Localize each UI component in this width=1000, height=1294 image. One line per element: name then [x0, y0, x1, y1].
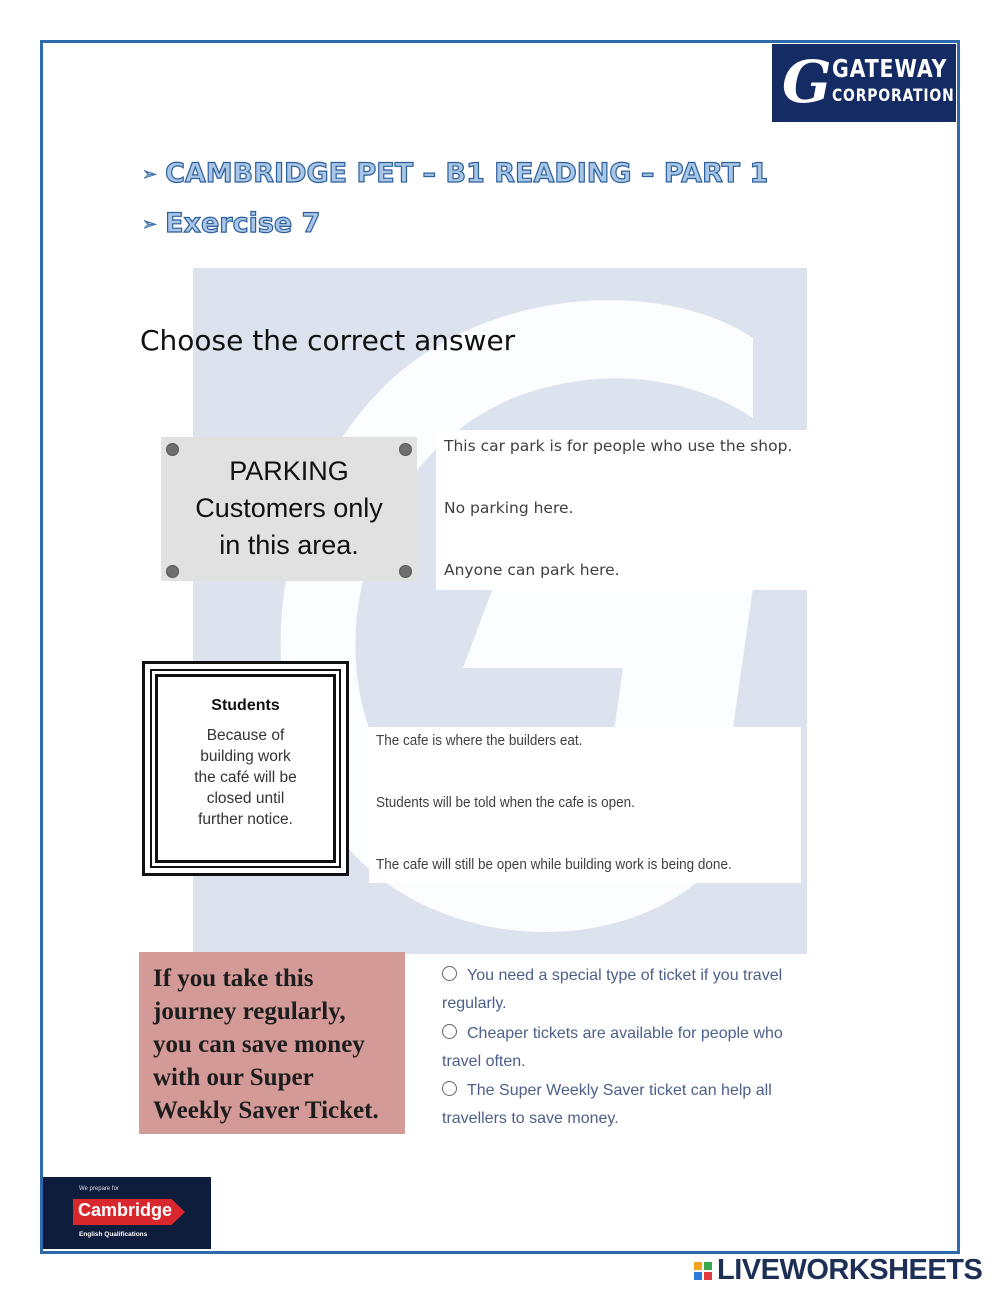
liveworksheets-wordmark: LIVEWORKSHEETS — [717, 1254, 983, 1286]
sign-line: you can save money — [153, 1031, 365, 1058]
heading-exercise-text: Exercise 7 — [165, 208, 321, 239]
q2-option-3[interactable]: The cafe will still be open while building work is being done. — [376, 856, 732, 873]
students-notice-sign — [142, 661, 349, 876]
sign-line: further notice. — [198, 811, 293, 828]
gateway-logo-line2: CORPORATION — [832, 86, 955, 106]
students-sign-body — [158, 725, 333, 830]
students-sign-heading: Students — [211, 697, 280, 714]
sign-line: closed until — [206, 790, 285, 807]
sign-line: PARKING — [229, 456, 349, 486]
instruction-text: Choose the correct answer — [140, 324, 516, 357]
q1-option-1[interactable]: This car park is for people who use the shop. — [444, 437, 793, 455]
sign-line: Weekly Saver Ticket. — [153, 1097, 379, 1124]
arrow-icon: ➢ — [142, 214, 158, 235]
sign-line: journey regularly, — [153, 998, 346, 1025]
option-text: Cheaper tickets are available for people who — [467, 1025, 783, 1042]
option-text: You need a special type of ticket if you travel — [467, 967, 783, 984]
parking-sign — [161, 437, 417, 581]
cambridge-badge — [43, 1177, 211, 1249]
gateway-logo-mark: G — [782, 48, 832, 116]
screw-dot — [399, 565, 412, 578]
q2-options — [369, 727, 801, 883]
sign-line: Customers only — [195, 493, 383, 523]
radio-button[interactable] — [442, 1081, 457, 1096]
q3-option-1[interactable] — [442, 962, 822, 1018]
gateway-logo — [772, 44, 956, 122]
radio-button[interactable] — [442, 1024, 457, 1039]
sign-inner — [155, 674, 336, 863]
q2-option-1[interactable]: The cafe is where the builders eat. — [376, 732, 583, 749]
ticket-advert-text — [153, 962, 379, 1127]
q1-option-2[interactable]: No parking here. — [444, 499, 574, 517]
sign-line: building work — [200, 748, 291, 765]
gateway-logo-line1: GATEWAY — [832, 54, 948, 83]
q1-option-3[interactable]: Anyone can park here. — [444, 561, 620, 579]
option-text: travel often. — [442, 1053, 526, 1070]
option-text: travellers to save money. — [442, 1110, 619, 1127]
option-text: regularly. — [442, 995, 507, 1012]
radio-button[interactable] — [442, 966, 457, 981]
heading-title — [142, 158, 768, 189]
sign-line: the café will be — [194, 769, 297, 786]
sign-line: Because of — [206, 727, 285, 744]
arrow-icon: ➢ — [142, 164, 158, 185]
option-text: The Super Weekly Saver ticket can help all — [467, 1082, 772, 1099]
sign-line: with our Super — [153, 1064, 314, 1091]
ticket-advert-sign — [139, 952, 405, 1134]
q2-option-2[interactable]: Students will be told when the cafe is open. — [376, 794, 635, 811]
liveworksheets-blocks-icon — [694, 1262, 712, 1280]
screw-dot — [166, 565, 179, 578]
cambridge-badge-subtitle: English Qualifications — [79, 1231, 148, 1238]
heading-title-text: CAMBRIDGE PET – B1 READING – PART 1 — [165, 158, 769, 189]
sign-line: If you take this — [153, 965, 314, 992]
parking-sign-text — [161, 453, 417, 564]
cambridge-badge-caption: We prepare for — [79, 1186, 119, 1192]
q1-options — [436, 430, 820, 590]
sign-line: in this area. — [219, 530, 359, 560]
heading-exercise — [142, 208, 320, 239]
q3-option-2[interactable] — [442, 1020, 822, 1076]
cambridge-badge-name: Cambridge — [78, 1200, 173, 1220]
q3-option-3[interactable] — [442, 1077, 822, 1133]
